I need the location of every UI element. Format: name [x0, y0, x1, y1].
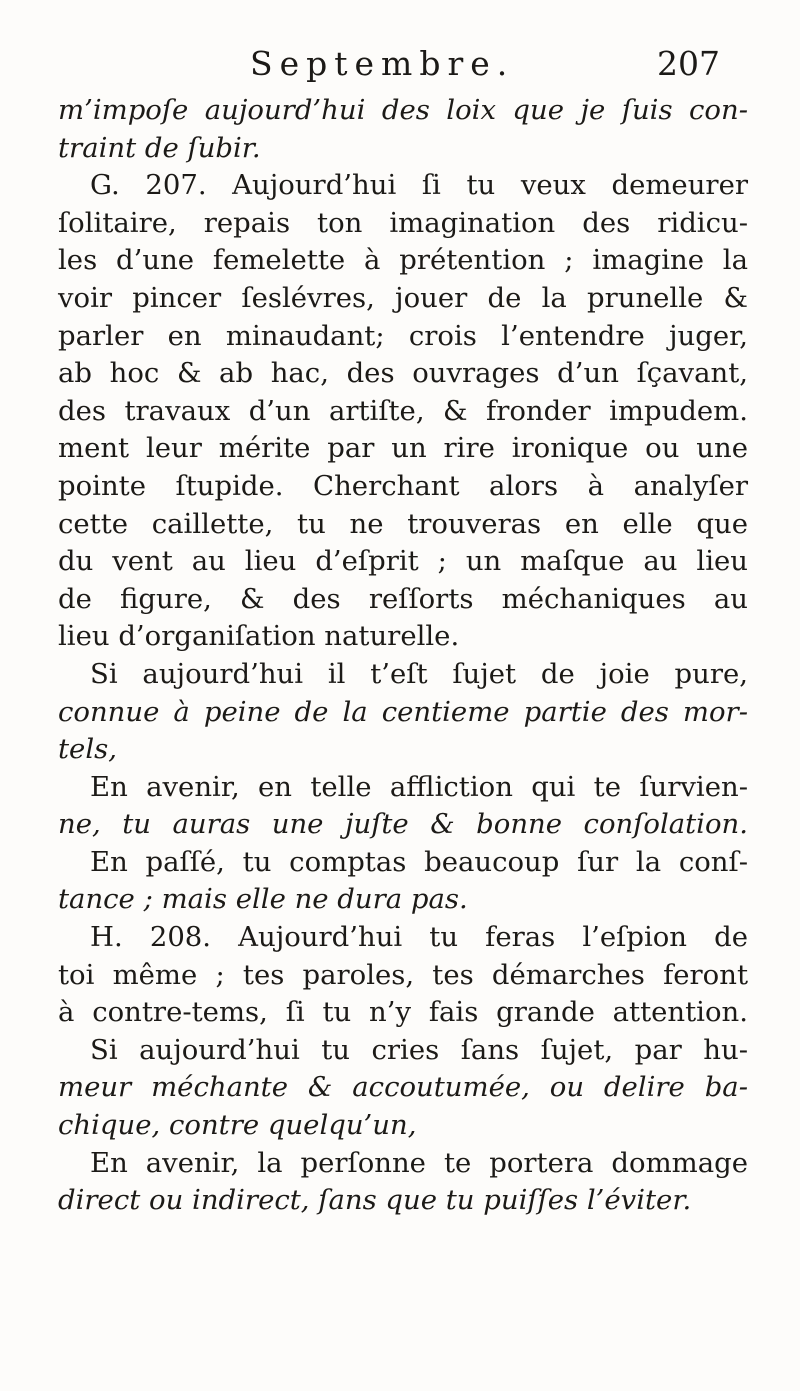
text-line: tance ; mais elle ne dura pas.: [58, 883, 468, 916]
text-line: direct ou indirect, ſans que tu puiſſes l’éviter.: [58, 1184, 692, 1217]
text-line: En avenir, la perſonne te portera dommage: [90, 1146, 748, 1179]
text-line: toi même ; tes paroles, tes démarches feront: [58, 958, 748, 991]
text-line: chique, contre quelqu’un,: [58, 1109, 417, 1142]
text-line: parler en minaudant; crois l’entendre juger,: [58, 319, 748, 352]
text-line: meur méchante & accoutumée, ou delire ba-: [58, 1071, 748, 1104]
text-line: des travaux d’un artiſte, & fronder impudem.: [58, 394, 748, 427]
text-line: traint de ſubir.: [58, 131, 261, 164]
text-line: H. 208. Aujourd’hui tu feras l’eſpion de: [90, 921, 748, 954]
text-line: de figure, & des reſſorts méchaniques au: [58, 582, 748, 615]
text-line: ab hoc & ab hac, des ouvrages d’un ſçavant,: [58, 357, 748, 390]
text-line: ſolitaire, repais ton imagination des ridicu-: [58, 206, 748, 239]
text-line: voir pincer ſeslévres, jouer de la prunelle &: [58, 281, 748, 314]
page-number: 207: [657, 44, 720, 83]
text-line: G. 207. Aujourd’hui ſi tu veux demeurer: [90, 169, 748, 202]
body-text: [58, 92, 748, 1220]
text-line: connue à peine de la centieme partie des mor-: [58, 695, 748, 728]
running-title: Septembre.: [250, 44, 515, 83]
text-line: Si aujourd’hui tu cries ſans ſujet, par hu-: [90, 1033, 748, 1066]
text-line: Si aujourd’hui il t’eſt ſujet de joie pure,: [90, 657, 748, 690]
page-header: [250, 44, 720, 90]
text-line: cette caillette, tu ne trouveras en elle que: [58, 507, 748, 540]
text-line: à contre-tems, ſi tu n’y fais grande attention.: [58, 996, 748, 1029]
text-line: ment leur mérite par un rire ironique ou une: [58, 432, 748, 465]
text-line: tels,: [58, 733, 117, 766]
text-line: En avenir, en telle affliction qui te ſurvien-: [90, 770, 748, 803]
text-line: m’impoſe aujourd’hui des loix que je ſuis con-: [58, 94, 748, 126]
text-line: pointe ſtupide. Cherchant alors à analyſer: [58, 469, 748, 502]
text-line: En paſſé, tu comptas beaucoup ſur la conſ-: [90, 845, 748, 878]
text-line: les d’une femelette à prétention ; imagine la: [58, 244, 748, 277]
text-line: du vent au lieu d’eſprit ; un maſque au lieu: [58, 545, 748, 578]
text-line: lieu d’organiſation naturelle.: [58, 620, 460, 653]
text-line: ne, tu auras une juſte & bonne conſolation.: [58, 808, 748, 841]
